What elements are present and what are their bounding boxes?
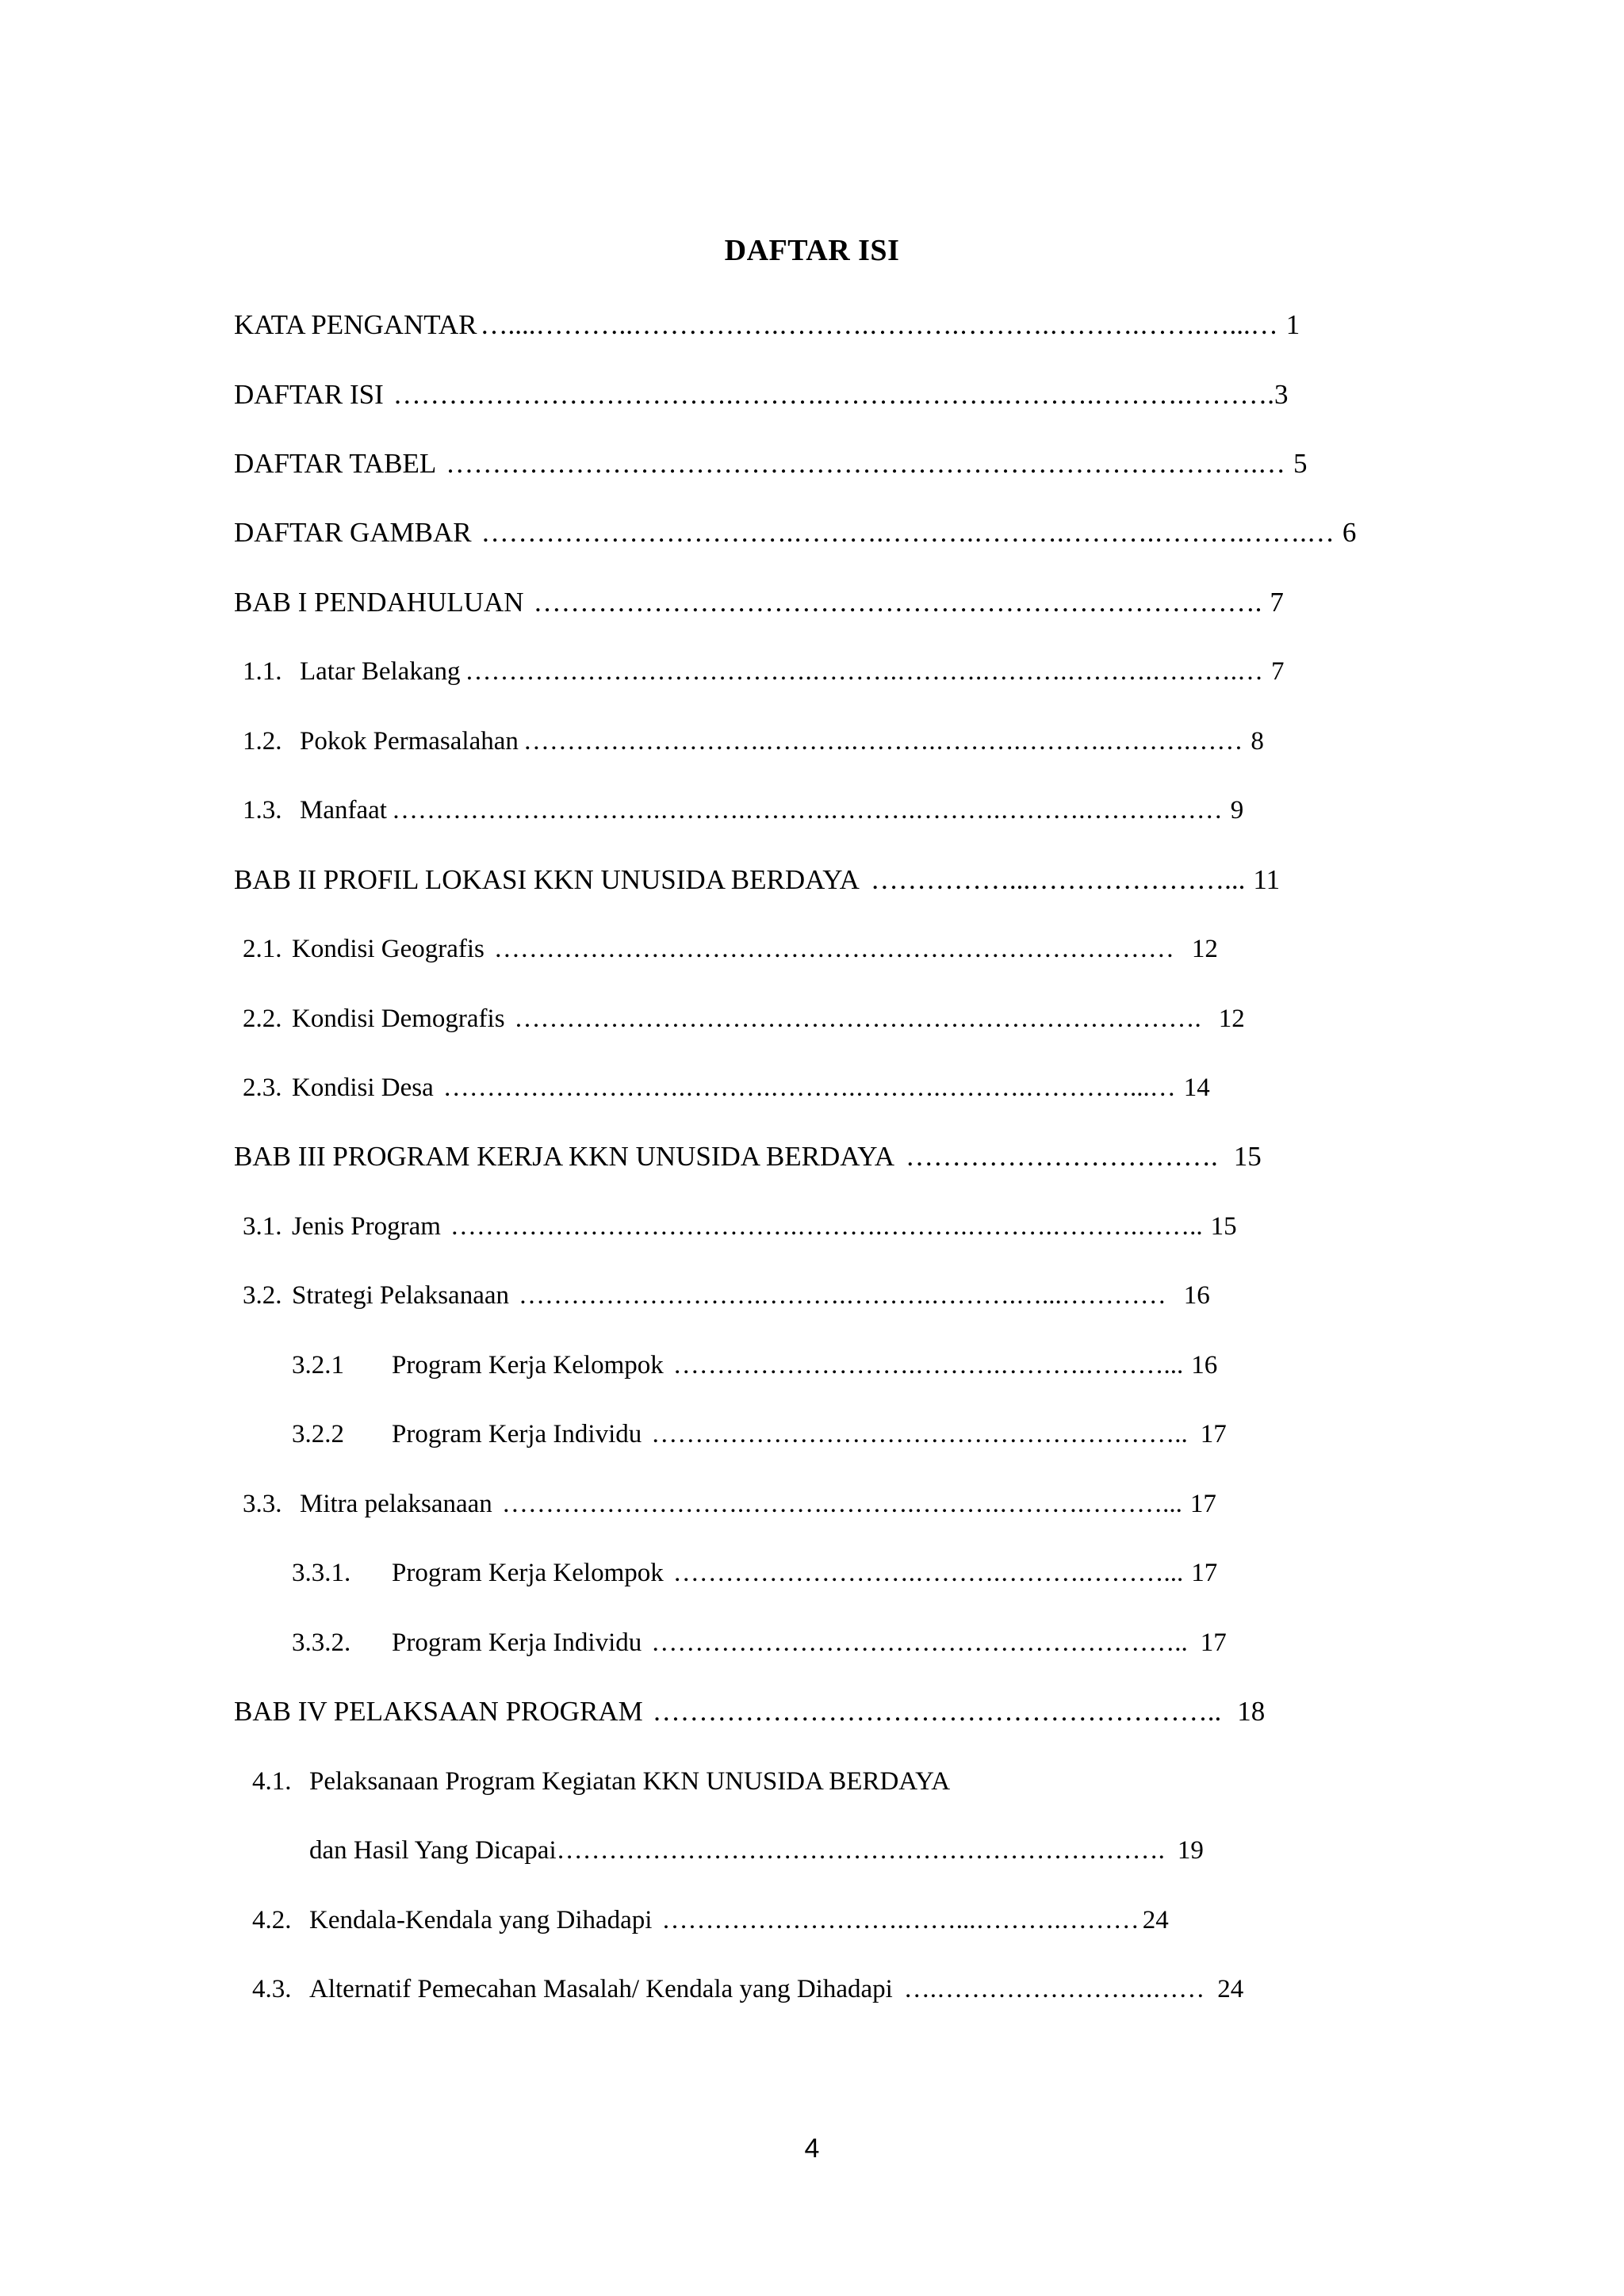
toc-entry-page: 7 [1270,657,1285,686]
toc-entry-label: Pelaksanaan Program Kegiatan KKN UNUSIDA BERDAYA [309,1767,951,1796]
toc-entry-page: 6 [1342,517,1357,548]
toc-entry-page: 17 [1191,1559,1218,1587]
toc-entry-page: 17 [1189,1490,1216,1518]
toc-entry-3-3[interactable] [243,1483,1216,1525]
toc-entry-bab-2[interactable] [234,859,1280,901]
toc-leader-dots: ……………………………………………………………. [556,1836,1165,1865]
toc-entry-page: 5 [1293,448,1308,479]
toc-entry-label: Mitra pelaksanaan [300,1490,492,1518]
toc-entry-bab-3[interactable] [234,1136,1262,1177]
toc-entry-number: 4.1. [252,1767,292,1796]
toc-entry-label: Pokok Permasalahan [300,727,519,756]
toc-leader-dots: ……………………….……….……….……….……….……….…… [523,727,1243,756]
toc-entry-bab-4[interactable] [234,1691,1265,1732]
toc-entry-page: 24 [1142,1906,1169,1934]
toc-entry-number: 2.3. [243,1073,282,1102]
toc-entry-number: 3.3. [243,1490,282,1518]
toc-leader-dots: ……………...…………………... [870,864,1246,895]
toc-entry-label: BAB IV PELAKSAAN PROGRAM [234,1696,643,1727]
toc-entry-page: 7 [1270,587,1284,618]
toc-entry-number: 4.2. [252,1906,292,1934]
toc-leader-dots: ……………………………….……….……….……….……….……….………. [393,379,1274,410]
toc-leader-dots: …………………………………………………………………………….… [446,448,1286,479]
toc-leader-dots: ……………………………………………………………………. [514,1004,1201,1033]
toc-entry-number: 4.3. [252,1975,292,2003]
toc-entry-page: 14 [1183,1073,1210,1102]
toc-leader-dots: ……………………………………………………………………. [533,587,1262,618]
toc-entry-page: 15 [1233,1141,1262,1172]
toc-entry-page: 24 [1217,1975,1244,2003]
toc-entry-bab-1[interactable] [234,582,1284,623]
toc-entry-label: Jenis Program [292,1212,441,1241]
toc-entry-4-1-continuation[interactable] [309,1830,1204,1871]
toc-entry-label: DAFTAR ISI [234,379,384,410]
toc-leader-dots: ……………………….……….……….……….……….………... [501,1490,1182,1518]
toc-entry-page: 15 [1210,1212,1237,1241]
toc-leader-dots: …………………………………………………….. [652,1696,1222,1727]
toc-entry-number: 3.2.1 [292,1351,344,1380]
toc-entry-label: Strategi Pelaksanaan [292,1281,509,1310]
toc-entry-number: 1.1. [243,657,282,686]
toc-leader-dots: ………………………………….……….……….……….……….……….… [465,657,1263,686]
toc-entry-label: Kendala-Kendala yang Dihadapi [309,1906,653,1934]
toc-entry-label: DAFTAR GAMBAR [234,517,472,548]
toc-entry-daftar-tabel[interactable] [234,443,1308,484]
page-number: 4 [804,2133,820,2164]
toc-entry-number: 3.1. [243,1212,282,1241]
toc-leader-dots: ….…………………….…… [903,1975,1205,2003]
toc-entry-daftar-isi[interactable] [234,374,1289,415]
toc-entry-page: 16 [1183,1281,1210,1310]
toc-entry-page: 11 [1253,864,1281,895]
toc-entry-1-3[interactable] [243,790,1243,831]
toc-leader-dots: ……………………….……….……….………... [672,1351,1184,1380]
toc-entry-4-3[interactable] [252,1969,1243,2010]
toc-entry-page: 1 [1285,309,1300,340]
toc-leader-dots: …………………………………………………….. [651,1420,1188,1448]
toc-leader-dots: ……………………….……...……….……… [661,1906,1139,1934]
toc-entry-label: Program Kerja Individu [392,1628,642,1657]
toc-entry-4-2[interactable] [252,1900,1169,1941]
toc-leader-dots: …………………………….……….……….……….……….……….…….… [481,517,1335,548]
toc-leader-dots: ……………………………. [905,1141,1218,1172]
toc-entry-number: 1.3. [243,796,282,825]
toc-entry-label: Kondisi Desa [292,1073,434,1102]
toc-entry-number: 3.3.1. [292,1559,351,1587]
toc-entry-label: Kondisi Geografis [292,935,485,963]
toc-entry-3-2-2[interactable] [292,1414,1227,1455]
toc-entry-4-1[interactable] [252,1761,950,1802]
toc-entry-label: DAFTAR TABEL [234,448,437,479]
toc-entry-page: 12 [1218,1004,1245,1033]
toc-entry-3-2-1[interactable] [292,1345,1217,1386]
toc-entry-3-1[interactable] [243,1206,1237,1247]
toc-entry-1-1[interactable] [243,651,1284,692]
toc-entry-number: 2.1. [243,935,282,963]
toc-entry-3-2[interactable] [243,1275,1210,1316]
toc-entry-label: Program Kerja Kelompok [392,1351,664,1380]
toc-entry-2-3[interactable] [243,1067,1210,1108]
toc-entry-number: 3.3.2. [292,1628,351,1657]
toc-entry-number: 1.2. [243,727,282,756]
toc-entry-page: 3 [1274,379,1289,410]
toc-entry-page: 12 [1191,935,1218,963]
toc-leader-dots: …………………………………………………………………… [493,935,1174,963]
toc-leader-dots: ……………………….……….……….……….…...………… [519,1281,1166,1310]
toc-entry-label: BAB I PENDAHULUAN [234,587,524,618]
toc-entry-number: 3.2.2 [292,1420,344,1448]
toc-leader-dots: ………………………………….……….……….……….……….…….. [450,1212,1203,1241]
toc-entry-label: BAB II PROFIL LOKASI KKN UNUSIDA BERDAYA [234,864,860,895]
toc-entry-label: Program Kerja Individu [392,1420,642,1448]
toc-leader-dots: …………………………………………………….. [651,1628,1188,1657]
toc-entry-3-3-1[interactable] [292,1552,1217,1594]
toc-entry-label: Kondisi Demografis [292,1004,505,1033]
toc-entry-page: 19 [1177,1836,1204,1865]
toc-entry-page: 17 [1200,1628,1227,1657]
toc-entry-1-2[interactable] [243,721,1264,762]
toc-entry-daftar-gambar[interactable] [234,512,1356,553]
toc-entry-page: 17 [1200,1420,1227,1448]
toc-leader-dots: …....………..…………….……….……….……….……….…….…...… [480,309,1278,340]
toc-entry-label: Latar Belakang [300,657,461,686]
toc-entry-2-2[interactable] [243,998,1245,1039]
toc-entry-page: 8 [1251,727,1264,756]
toc-entry-label: Manfaat [300,796,387,825]
toc-entry-kata-pengantar[interactable] [234,304,1300,346]
toc-entry-label: KATA PENGANTAR [234,309,477,340]
toc-entry-3-3-2[interactable] [292,1622,1227,1663]
page-title: DAFTAR ISI [724,234,900,267]
toc-entry-label: dan Hasil Yang Dicapai [309,1836,557,1865]
toc-entry-2-1[interactable] [243,928,1218,970]
toc-entry-number: 3.2. [243,1281,282,1310]
toc-entry-page: 18 [1237,1696,1266,1727]
toc-entry-label: Program Kerja Kelompok [392,1559,664,1587]
toc-entry-page: 9 [1230,796,1244,825]
toc-leader-dots: ………………………….……….……….……….……….……….……….…… [391,796,1223,825]
toc-leader-dots: ……………………….……….……….……….……….…………...… [442,1073,1176,1102]
toc-entry-label: Alternatif Pemecahan Masalah/ Kendala yang Dihadapi [309,1975,893,2003]
toc-entry-number: 2.2. [243,1004,282,1033]
toc-leader-dots: ……………………….……….……….………... [672,1559,1184,1587]
toc-entry-label: BAB III PROGRAM KERJA KKN UNUSIDA BERDAYA [234,1141,894,1172]
toc-entry-page: 16 [1191,1351,1218,1380]
